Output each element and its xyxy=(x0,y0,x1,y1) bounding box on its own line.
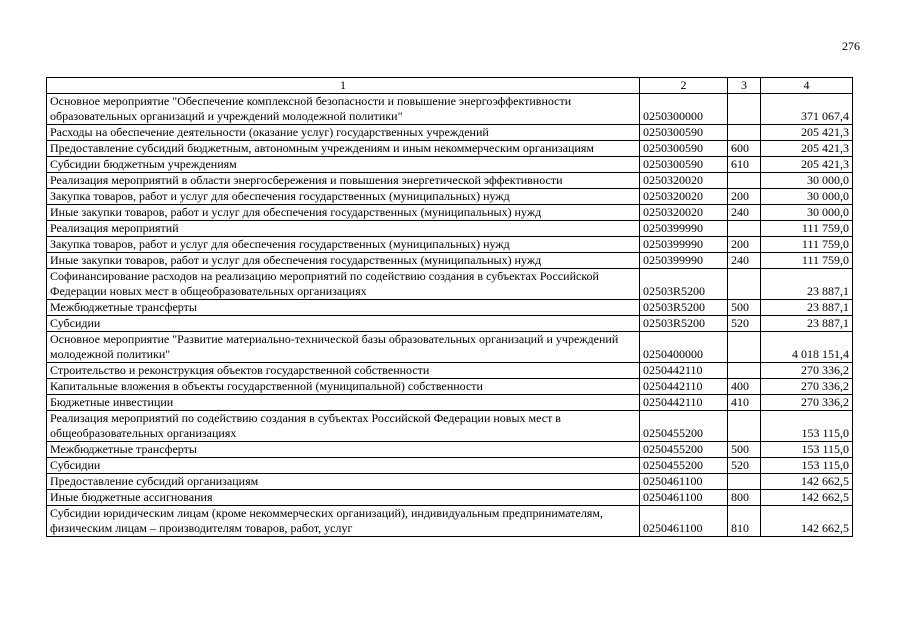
row-amount-cell: 142 662,5 xyxy=(761,506,853,537)
row-name-cell: Иные закупки товаров, работ и услуг для обеспечения государственных (муниципальных) нужд xyxy=(47,253,640,269)
row-amount-cell: 153 115,0 xyxy=(761,411,853,442)
row-code-cell: 02503R5200 xyxy=(640,316,728,332)
row-name-cell: Субсидии xyxy=(47,316,640,332)
row-name-cell: Предоставление субсидий организациям xyxy=(47,474,640,490)
table-body xyxy=(47,94,853,537)
row-amount-cell: 30 000,0 xyxy=(761,173,853,189)
column-header-type: 3 xyxy=(728,78,761,94)
row-type-cell xyxy=(728,474,761,490)
table-row xyxy=(47,332,853,363)
table-row xyxy=(47,205,853,221)
row-amount-cell: 270 336,2 xyxy=(761,395,853,411)
row-code-cell: 0250461100 xyxy=(640,474,728,490)
row-name-cell: Межбюджетные трансферты xyxy=(47,442,640,458)
table-row xyxy=(47,157,853,173)
row-name-cell: Основное мероприятие "Развитие материально-технической базы образовательных организаций и учреждений молодежной политики" xyxy=(47,332,640,363)
row-type-cell: 200 xyxy=(728,189,761,205)
row-amount-cell: 111 759,0 xyxy=(761,221,853,237)
row-name-cell: Субсидии юридическим лицам (кроме некоммерческих организаций), индивидуальным предпринимателям, физическим лицам – производителям товаров, работ, услуг xyxy=(47,506,640,537)
row-name-cell: Субсидии бюджетным учреждениям xyxy=(47,157,640,173)
row-amount-cell: 30 000,0 xyxy=(761,205,853,221)
table-row xyxy=(47,253,853,269)
row-code-cell: 0250455200 xyxy=(640,458,728,474)
row-type-cell xyxy=(728,221,761,237)
row-type-cell: 240 xyxy=(728,253,761,269)
row-name-cell: Расходы на обеспечение деятельности (оказание услуг) государственных учреждений xyxy=(47,125,640,141)
table-row xyxy=(47,363,853,379)
column-header-amount: 4 xyxy=(761,78,853,94)
row-name-cell: Софинансирование расходов на реализацию мероприятий по содействию создания в субъектах Российской Федерации новых мест в общеобразовательных организациях xyxy=(47,269,640,300)
row-type-cell: 500 xyxy=(728,300,761,316)
row-amount-cell: 23 887,1 xyxy=(761,269,853,300)
row-type-cell: 410 xyxy=(728,395,761,411)
row-type-cell: 520 xyxy=(728,458,761,474)
row-type-cell: 800 xyxy=(728,490,761,506)
row-name-cell: Строительство и реконструкция объектов государственной собственности xyxy=(47,363,640,379)
column-header-name: 1 xyxy=(47,78,640,94)
row-code-cell: 0250300590 xyxy=(640,157,728,173)
row-code-cell: 0250399990 xyxy=(640,221,728,237)
table-row xyxy=(47,173,853,189)
table-row xyxy=(47,316,853,332)
row-name-cell: Закупка товаров, работ и услуг для обеспечения государственных (муниципальных) нужд xyxy=(47,189,640,205)
row-amount-cell: 205 421,3 xyxy=(761,125,853,141)
row-code-cell: 02503R5200 xyxy=(640,269,728,300)
row-code-cell: 0250461100 xyxy=(640,490,728,506)
row-code-cell: 0250399990 xyxy=(640,237,728,253)
table-row xyxy=(47,269,853,300)
row-type-cell: 520 xyxy=(728,316,761,332)
row-name-cell: Реализация мероприятий в области энергосбережения и повышения энергетической эффективности xyxy=(47,173,640,189)
row-name-cell: Реализация мероприятий xyxy=(47,221,640,237)
table-row xyxy=(47,300,853,316)
table-row xyxy=(47,474,853,490)
row-amount-cell: 4 018 151,4 xyxy=(761,332,853,363)
row-type-cell: 240 xyxy=(728,205,761,221)
row-code-cell: 0250320020 xyxy=(640,173,728,189)
row-type-cell xyxy=(728,363,761,379)
row-amount-cell: 142 662,5 xyxy=(761,490,853,506)
column-header-code: 2 xyxy=(640,78,728,94)
table-row xyxy=(47,490,853,506)
row-type-cell xyxy=(728,94,761,125)
row-name-cell: Основное мероприятие "Обеспечение комплексной безопасности и повышение энергоэффективности образовательных организаций и учреждений молодежной политики" xyxy=(47,94,640,125)
row-type-cell xyxy=(728,125,761,141)
row-amount-cell: 205 421,3 xyxy=(761,157,853,173)
row-name-cell: Капитальные вложения в объекты государственной (муниципальной) собственности xyxy=(47,379,640,395)
row-code-cell: 0250461100 xyxy=(640,506,728,537)
row-name-cell: Иные бюджетные ассигнования xyxy=(47,490,640,506)
row-code-cell: 0250300590 xyxy=(640,141,728,157)
row-amount-cell: 205 421,3 xyxy=(761,141,853,157)
row-name-cell: Бюджетные инвестиции xyxy=(47,395,640,411)
row-name-cell: Реализация мероприятий по содействию создания в субъектах Российской Федерации новых мест в общеобразовательных организациях xyxy=(47,411,640,442)
row-amount-cell: 153 115,0 xyxy=(761,442,853,458)
row-name-cell: Предоставление субсидий бюджетным, автономным учреждениям и иным некоммерческим организациям xyxy=(47,141,640,157)
row-name-cell: Иные закупки товаров, работ и услуг для обеспечения государственных (муниципальных) нужд xyxy=(47,205,640,221)
row-code-cell: 0250300590 xyxy=(640,125,728,141)
row-name-cell: Закупка товаров, работ и услуг для обеспечения государственных (муниципальных) нужд xyxy=(47,237,640,253)
row-type-cell: 400 xyxy=(728,379,761,395)
row-amount-cell: 111 759,0 xyxy=(761,237,853,253)
row-amount-cell: 111 759,0 xyxy=(761,253,853,269)
row-type-cell xyxy=(728,269,761,300)
row-amount-cell: 153 115,0 xyxy=(761,458,853,474)
row-name-cell: Межбюджетные трансферты xyxy=(47,300,640,316)
table-row xyxy=(47,189,853,205)
table-row xyxy=(47,506,853,537)
row-code-cell: 0250442110 xyxy=(640,379,728,395)
row-amount-cell: 23 887,1 xyxy=(761,300,853,316)
table-header xyxy=(47,78,853,94)
row-code-cell: 0250320020 xyxy=(640,205,728,221)
row-amount-cell: 270 336,2 xyxy=(761,379,853,395)
row-amount-cell: 270 336,2 xyxy=(761,363,853,379)
table-row xyxy=(47,125,853,141)
row-code-cell: 0250400000 xyxy=(640,332,728,363)
row-amount-cell: 142 662,5 xyxy=(761,474,853,490)
row-type-cell: 200 xyxy=(728,237,761,253)
row-amount-cell: 371 067,4 xyxy=(761,94,853,125)
budget-table xyxy=(46,77,853,537)
table-row xyxy=(47,411,853,442)
table-row xyxy=(47,458,853,474)
table-row xyxy=(47,442,853,458)
row-type-cell: 600 xyxy=(728,141,761,157)
row-amount-cell: 30 000,0 xyxy=(761,189,853,205)
row-code-cell: 0250442110 xyxy=(640,395,728,411)
row-code-cell: 0250442110 xyxy=(640,363,728,379)
table-row xyxy=(47,221,853,237)
row-code-cell: 0250320020 xyxy=(640,189,728,205)
row-code-cell: 0250455200 xyxy=(640,442,728,458)
row-name-cell: Субсидии xyxy=(47,458,640,474)
row-code-cell: 0250455200 xyxy=(640,411,728,442)
header-row xyxy=(47,78,853,94)
row-amount-cell: 23 887,1 xyxy=(761,316,853,332)
row-code-cell: 0250300000 xyxy=(640,94,728,125)
row-code-cell: 02503R5200 xyxy=(640,300,728,316)
row-code-cell: 0250399990 xyxy=(640,253,728,269)
row-type-cell: 810 xyxy=(728,506,761,537)
row-type-cell: 500 xyxy=(728,442,761,458)
table-row xyxy=(47,141,853,157)
table-row xyxy=(47,237,853,253)
row-type-cell: 610 xyxy=(728,157,761,173)
row-type-cell xyxy=(728,332,761,363)
page-number: 276 xyxy=(842,39,860,53)
table-row xyxy=(47,94,853,125)
row-type-cell xyxy=(728,411,761,442)
table-row xyxy=(47,395,853,411)
row-type-cell xyxy=(728,173,761,189)
table-row xyxy=(47,379,853,395)
